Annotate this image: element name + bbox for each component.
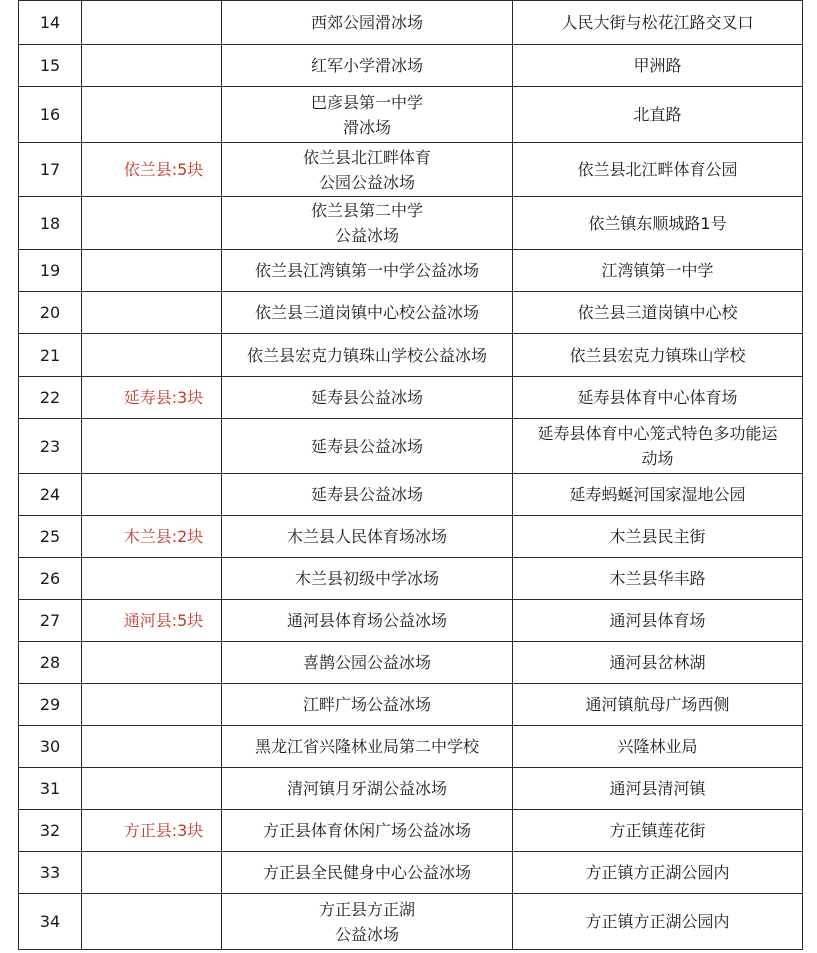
county-cell <box>82 726 222 768</box>
rink-name-cell <box>222 45 513 87</box>
rink-address-line: 延寿县体育中心体育场 <box>577 388 738 407</box>
row-number: 28 <box>19 642 82 684</box>
rink-name-line: 依兰县第二中学 <box>310 201 423 220</box>
rink-address-line: 延寿县体育中心笼式特色多功能运 <box>537 424 778 443</box>
rink-name-cell <box>222 516 513 558</box>
rink-address-line: 通河县清河镇 <box>609 779 706 798</box>
table-row <box>19 894 803 950</box>
rink-name-line: 延寿县公益冰场 <box>310 436 423 456</box>
county-cell <box>82 516 222 558</box>
row-number: 16 <box>19 87 82 143</box>
rink-address-cell <box>513 334 803 377</box>
row-number: 24 <box>19 474 82 516</box>
rink-address-line: 通河县体育场 <box>609 611 706 630</box>
rink-address-line: 北直路 <box>633 105 682 124</box>
rink-address-line: 方正镇方正湖公园内 <box>585 863 730 882</box>
rink-name-line: 通河县体育场公益冰场 <box>286 611 447 630</box>
table-row <box>19 600 803 642</box>
rink-address-line: 江湾镇第一中学 <box>601 261 714 280</box>
table-row <box>19 852 803 894</box>
table-row <box>19 377 803 419</box>
row-number: 19 <box>19 250 82 292</box>
rink-name-cell <box>222 810 513 852</box>
table-row <box>19 684 803 726</box>
row-number: 18 <box>19 197 82 250</box>
county-cell <box>82 852 222 894</box>
row-number: 15 <box>19 45 82 87</box>
table-row <box>19 45 803 87</box>
rink-address-cell <box>513 684 803 726</box>
table-body <box>19 1 803 950</box>
rink-address-cell <box>513 600 803 642</box>
rink-address-cell <box>513 87 803 143</box>
row-number: 29 <box>19 684 82 726</box>
county-cell <box>82 250 222 292</box>
table-row <box>19 143 803 197</box>
rink-name-cell <box>222 600 513 642</box>
rink-name-line: 方正县方正湖 <box>318 899 415 919</box>
rink-address-cell <box>513 419 803 474</box>
rink-address-line: 动场 <box>641 449 674 468</box>
rink-name-line: 黑龙江省兴隆林业局第二中学校 <box>254 737 479 756</box>
county-cell <box>82 558 222 600</box>
row-number: 25 <box>19 516 82 558</box>
county-cell <box>82 810 222 852</box>
rink-address-line: 方正镇方正湖公园内 <box>585 912 730 931</box>
table-row <box>19 558 803 600</box>
rink-name-cell <box>222 642 513 684</box>
table-row <box>19 419 803 474</box>
rink-address-line: 木兰县民主街 <box>609 527 706 546</box>
rink-name-cell <box>222 87 513 143</box>
rink-address-cell <box>513 292 803 334</box>
table-row <box>19 474 803 516</box>
row-number: 27 <box>19 600 82 642</box>
rink-address-line: 人民大街与松花江路交叉口 <box>561 13 754 32</box>
rink-name-cell <box>222 558 513 600</box>
rink-address-cell <box>513 726 803 768</box>
county-label: 木兰县:2块 <box>123 527 204 546</box>
rink-address-line: 延寿蚂蜒河国家湿地公园 <box>569 485 746 504</box>
rink-name-cell <box>222 726 513 768</box>
rink-name-cell <box>222 768 513 810</box>
rink-address-cell <box>513 642 803 684</box>
rink-address-line: 依兰县北江畔体育公园 <box>577 160 738 179</box>
row-number: 32 <box>19 810 82 852</box>
rink-name-line: 公益冰场 <box>334 226 399 245</box>
rink-name-line: 依兰县北江畔体育 <box>302 147 431 167</box>
rink-name-cell <box>222 894 513 950</box>
rink-name-cell <box>222 474 513 516</box>
rink-name-line: 红军小学滑冰场 <box>310 56 423 75</box>
rink-address-cell <box>513 1 803 45</box>
rink-address-cell <box>513 894 803 950</box>
rink-address-cell <box>513 45 803 87</box>
rink-name-line: 依兰县江湾镇第一中学公益冰场 <box>254 261 479 280</box>
row-number: 26 <box>19 558 82 600</box>
rink-name-line: 延寿县公益冰场 <box>310 388 423 407</box>
rink-address-line: 木兰县华丰路 <box>609 569 706 588</box>
rink-name-line: 木兰县初级中学冰场 <box>294 569 439 588</box>
county-label: 通河县:5块 <box>123 611 204 630</box>
rink-address-cell <box>513 768 803 810</box>
county-label: 依兰县:5块 <box>123 160 204 179</box>
rink-address-cell <box>513 558 803 600</box>
rink-name-line: 方正县体育休闲广场公益冰场 <box>262 821 471 840</box>
table-row <box>19 87 803 143</box>
rink-name-line: 依兰县三道岗镇中心校公益冰场 <box>254 303 479 322</box>
rink-name-line: 西郊公园滑冰场 <box>310 13 423 32</box>
rink-address-cell <box>513 810 803 852</box>
table-row <box>19 768 803 810</box>
table-row <box>19 334 803 377</box>
rink-address-line: 兴隆林业局 <box>617 737 698 756</box>
rink-name-line: 延寿县公益冰场 <box>310 485 423 504</box>
rink-name-cell <box>222 419 513 474</box>
rink-name-cell <box>222 292 513 334</box>
rink-name-line: 公益冰场 <box>334 924 399 944</box>
county-cell <box>82 334 222 377</box>
rink-name-line: 木兰县人民体育场冰场 <box>286 527 447 546</box>
rink-address-line: 依兰县三道岗镇中心校 <box>577 303 738 322</box>
rink-name-line: 方正县全民健身中心公益冰场 <box>262 863 471 882</box>
rink-name-line: 依兰县宏克力镇珠山学校公益冰场 <box>246 345 487 365</box>
rink-address-cell <box>513 250 803 292</box>
rink-name-cell <box>222 143 513 197</box>
table-row <box>19 642 803 684</box>
row-number: 23 <box>19 419 82 474</box>
row-number: 20 <box>19 292 82 334</box>
rink-name-line: 清河镇月牙湖公益冰场 <box>286 779 447 798</box>
rink-name-line: 喜鹊公园公益冰场 <box>302 653 431 672</box>
rink-name-cell <box>222 684 513 726</box>
county-cell <box>82 377 222 419</box>
table-row <box>19 726 803 768</box>
county-cell <box>82 642 222 684</box>
rink-address-line: 方正镇莲花街 <box>609 821 706 840</box>
rink-address-line: 通河县岔林湖 <box>609 653 706 672</box>
row-number: 14 <box>19 1 82 45</box>
rink-name-cell <box>222 334 513 377</box>
table-row <box>19 516 803 558</box>
county-cell <box>82 474 222 516</box>
rink-address-line: 甲洲路 <box>633 56 682 75</box>
rink-address-line: 依兰镇东顺城路1号 <box>588 213 727 233</box>
rink-address-line: 依兰县宏克力镇珠山学校 <box>569 345 746 365</box>
county-cell <box>82 45 222 87</box>
rink-name-line: 江畔广场公益冰场 <box>302 695 431 714</box>
rink-name-line: 公园公益冰场 <box>318 172 415 192</box>
county-cell <box>82 684 222 726</box>
rink-name-cell <box>222 377 513 419</box>
rink-address-cell <box>513 377 803 419</box>
table-row <box>19 250 803 292</box>
county-label: 方正县:3块 <box>123 821 204 840</box>
rink-name-line: 巴彦县第一中学 <box>310 92 423 112</box>
rink-name-cell <box>222 852 513 894</box>
table-row <box>19 292 803 334</box>
rink-address-cell <box>513 516 803 558</box>
rink-name-line: 滑冰场 <box>342 117 391 137</box>
row-number: 33 <box>19 852 82 894</box>
table-row <box>19 197 803 250</box>
rink-name-cell <box>222 1 513 45</box>
rink-address-cell <box>513 197 803 250</box>
row-number: 34 <box>19 894 82 950</box>
rink-address-line: 通河镇航母广场西侧 <box>585 695 730 714</box>
county-cell <box>82 143 222 197</box>
rink-address-cell <box>513 474 803 516</box>
county-cell <box>82 600 222 642</box>
rink-address-cell <box>513 852 803 894</box>
row-number: 31 <box>19 768 82 810</box>
rink-name-cell <box>222 197 513 250</box>
table-row <box>19 810 803 852</box>
county-cell <box>82 419 222 474</box>
row-number: 17 <box>19 143 82 197</box>
rink-address-cell <box>513 143 803 197</box>
row-number: 21 <box>19 334 82 377</box>
county-label: 延寿县:3块 <box>123 388 204 407</box>
rink-name-cell <box>222 250 513 292</box>
county-cell <box>82 292 222 334</box>
county-cell <box>82 894 222 950</box>
ice-rink-table <box>18 0 803 950</box>
row-number: 22 <box>19 377 82 419</box>
county-cell <box>82 768 222 810</box>
county-cell <box>82 87 222 143</box>
county-cell <box>82 197 222 250</box>
county-cell <box>82 1 222 45</box>
table-row <box>19 1 803 45</box>
row-number: 30 <box>19 726 82 768</box>
